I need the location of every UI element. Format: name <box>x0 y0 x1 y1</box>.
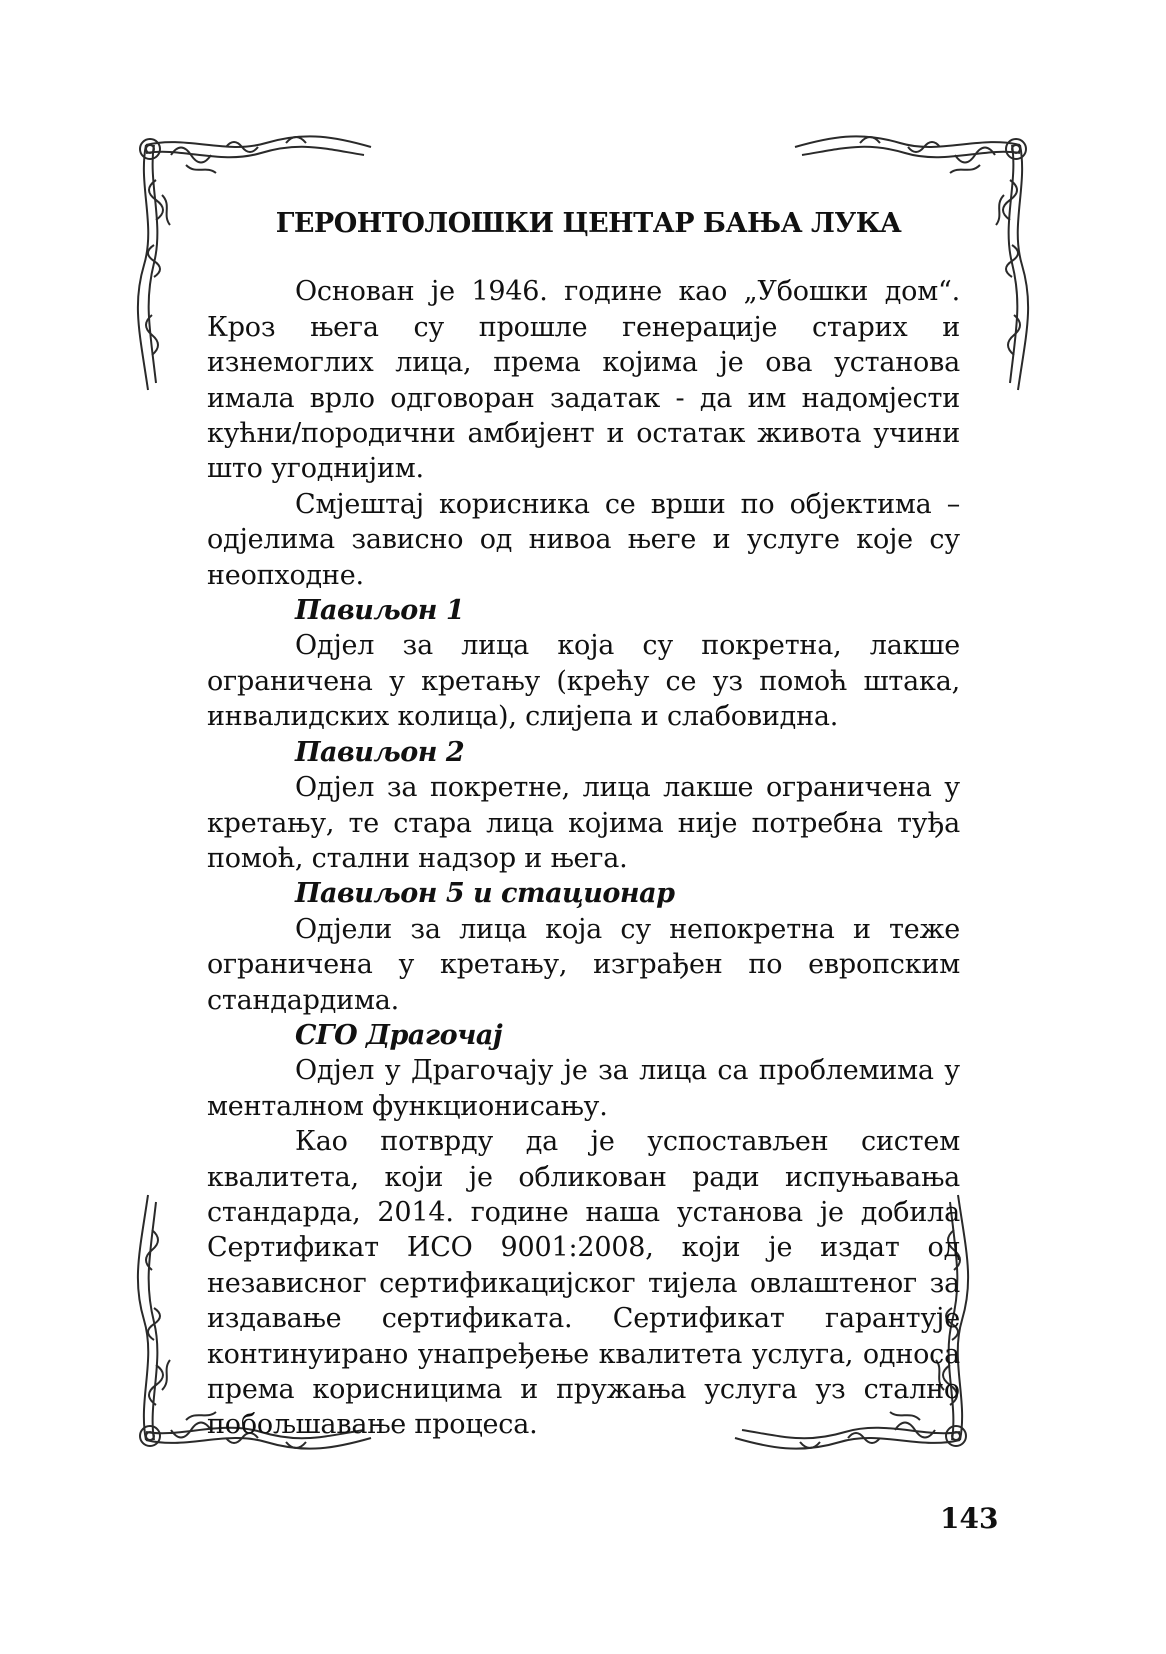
section-text-pavilion-1: Одјел за лица која су покретна, лакше ограничена у кретању (крећу се уз помоћ штака, инвалидских колица), слијепа и слабовидна. <box>207 630 960 733</box>
section-heading-sgo-dragocaj: СГО Драгочај <box>295 1019 503 1051</box>
section-text-pavilion-2: Одјел за покретне, лица лакше ограничена у кретању, те стара лица којима није потребна туђа помоћ, стални надзор и њега. <box>207 772 960 874</box>
page-number: 143 <box>940 1502 999 1535</box>
section-text-sgo-dragocaj: Одјел у Драгочају је за лица са проблемима у менталном функционисању. <box>207 1055 960 1122</box>
section-text-pavilion-5: Одјели за лица која су непокретна и теже ограничена у кретању, изграђен по европским стандардима. <box>207 913 960 1016</box>
intro-paragraph: Основан је 1946. године као „Убошки дом“. Кроз њега су прошле генерације старих и изнемоглих лица, према којима је ова установа имала врло одговоран задатак - да им надомјести кућни/породични амбијент и остатак живота учини што угоднијим. <box>207 276 960 485</box>
document-title: ГЕРОНТОЛОШКИ ЦЕНТАР БАЊА ЛУКА <box>275 208 902 239</box>
certificate-paragraph: Као потврду да је успостављен систем квалитета, који је обликован ради испуњавања стандарда, 2014. године наша установа је добила Сертификат ИСО 9001:2008, који је издат од независног сертификацијског тијела овлаштеног за издавање сертификата. Сертификат гарантује континуирано унапређење квалитета услуга, односа према корисницима и пружања услуга уз стално побољшавање процеса. <box>207 1126 960 1441</box>
section-heading-pavilion-1: Павиљон 1 <box>295 595 465 627</box>
accommodation-paragraph: Смјештај корисника се врши по објектима – одјелима зависно од нивоа његе и услуге које су неопходне. <box>207 488 960 591</box>
section-heading-pavilion-5: Павиљон 5 и стационар <box>295 878 675 910</box>
section-heading-pavilion-2: Павиљон 2 <box>295 736 465 768</box>
document-body <box>207 206 960 1443</box>
